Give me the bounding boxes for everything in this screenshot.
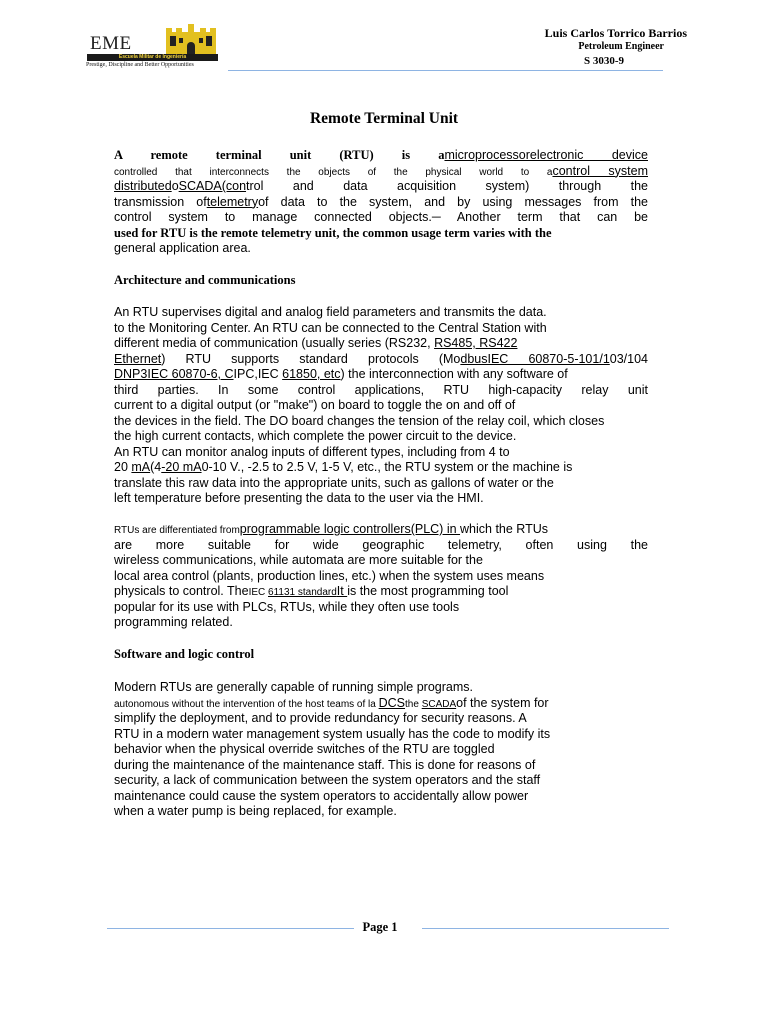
author-name: Luis Carlos Torrico Barrios xyxy=(544,26,687,40)
text-line: during the maintenance of the maintenance staff. This is done for reasons of xyxy=(114,757,536,772)
text-span: is the most programming tool xyxy=(347,584,509,598)
text-line: RTU in a modern water management system usually has the code to modify its xyxy=(114,726,551,741)
text-span: o xyxy=(171,179,179,193)
text-span: of data to the system, and by using messages from the xyxy=(258,194,648,209)
author-role: Petroleum Engineer xyxy=(578,41,664,52)
text-span: 20 xyxy=(114,460,132,474)
section-heading-architecture: Architecture and communications xyxy=(114,273,296,287)
text-span: physicals to control. The xyxy=(114,584,249,598)
link-control-system[interactable]: control system xyxy=(552,163,648,178)
text-line: wireless communications, while automata are more suitable for the xyxy=(114,553,483,567)
text-span: ─ Another term that can be xyxy=(431,210,649,224)
link-plc[interactable]: programmable logic controllers(PLC) in xyxy=(239,522,461,536)
page-number: Page 1 xyxy=(362,920,398,934)
text-span: of the system for xyxy=(456,695,549,710)
text-span: (4 xyxy=(150,460,162,474)
link-rs485[interactable]: RS485, RS422 xyxy=(434,336,518,350)
text-span: ) the interconnection with any software of xyxy=(340,367,568,381)
text-line: Modern RTUs are generally capable of running simple programs. xyxy=(114,680,473,694)
architecture-paragraph xyxy=(114,305,648,507)
link-ethernet[interactable]: Ethernet xyxy=(114,351,162,366)
text-span: controlled that interconnects the objects of the physical world to a xyxy=(114,166,553,178)
text-line: simplify the deployment, and to provide redundancy for security reasons. A xyxy=(114,711,527,725)
text-span: different media of communication (usually series (RS232, xyxy=(114,336,435,350)
text-span: transmission of xyxy=(114,194,207,209)
text-span: 0-10 V., -2.5 to 2.5 V, 1-5 V, etc., the RTU system or the machine is xyxy=(201,460,573,474)
text-line: popular for its use with PLCs, RTUs, while they often use tools xyxy=(114,599,460,614)
text-line: the devices in the field. The DO board changes the tension of the relay coil, which closes xyxy=(114,413,605,428)
software-paragraph xyxy=(114,680,648,820)
section-heading-software: Software and logic control xyxy=(114,647,255,661)
text-span: control system to manage connected objects. xyxy=(114,210,432,224)
text-span: the xyxy=(405,698,422,710)
text-line: security, a lack of communication between the system operators and the staff xyxy=(114,773,541,787)
logo-motto: Prestige, Discipline and Better Opportunities xyxy=(86,62,194,68)
link-ma[interactable]: mA xyxy=(131,460,151,474)
text-span: trol and data acquisition system) through the xyxy=(246,179,648,193)
text-line: the high current contacts, which complete the power circuit to the device. xyxy=(114,429,517,443)
text-span: ) RTU supports standard protocols (Mo xyxy=(161,351,461,366)
intro-lead: A remote terminal unit (RTU) is a xyxy=(114,148,445,162)
text-line: used for RTU is the remote telemetry unit, the common usage term varies with the xyxy=(114,225,552,240)
text-line: when a water pump is being replaced, for example. xyxy=(114,804,397,818)
text-span: autonomous without the intervention of the host teams of la xyxy=(114,698,379,710)
link-microprocessor[interactable]: microprocessorelectronic device xyxy=(444,148,648,162)
link-scada[interactable]: SCADA(con xyxy=(178,179,247,193)
header-divider xyxy=(228,70,663,71)
text-span: IEC xyxy=(248,587,269,598)
text-line: left temperature before presenting the data to the user via the HMI. xyxy=(114,491,484,505)
text-line: An RTU supervises digital and analog field parameters and transmits the data. xyxy=(114,305,547,319)
text-span: which the RTUs xyxy=(460,522,549,536)
link-iec61131[interactable]: 61131 standard xyxy=(268,587,337,598)
text-span: 03/104 xyxy=(609,351,648,366)
text-span: IPC,IEC xyxy=(233,367,283,381)
text-line: to the Monitoring Center. An RTU can be connected to the Central Station with xyxy=(114,320,547,335)
link-dcs[interactable]: DCS xyxy=(378,695,406,710)
text-span: RTUs are differentiated from xyxy=(114,525,240,536)
link-telemetry[interactable]: telemetry xyxy=(206,194,259,209)
link-distributed[interactable]: distributed xyxy=(114,179,172,193)
text-line: translate this raw data into the appropriate units, such as gallons of water or the xyxy=(114,475,554,490)
text-span: It xyxy=(336,584,348,598)
text-line: An RTU can monitor analog inputs of different types, including from 4 to xyxy=(114,444,510,459)
plc-comparison-paragraph xyxy=(114,522,648,631)
link-20ma[interactable]: -20 mA xyxy=(161,460,202,474)
text-line: programming related. xyxy=(114,615,233,629)
text-line: maintenance could cause the system operators to accidentally allow power xyxy=(114,788,529,803)
link-dnp3[interactable]: DNP3IEC 60870-6, C xyxy=(114,367,234,381)
link-iec61850[interactable]: 61850, etc xyxy=(282,367,341,381)
text-line: behavior when the physical override switches of the RTU are toggled xyxy=(114,742,495,756)
text-line: are more suitable for wide geographic telemetry, often using the xyxy=(114,537,648,552)
logo-banner: Escuela Militar de Ingeniería xyxy=(87,54,218,61)
castle-icon xyxy=(164,24,218,58)
link-scada-2[interactable]: SCADA xyxy=(421,698,457,710)
text-line: general application area. xyxy=(114,241,251,255)
logo-text: EME xyxy=(90,33,132,54)
document-title: Remote Terminal Unit xyxy=(309,110,459,127)
text-line: third parties. In some control applications, RTU high-capacity relay unit xyxy=(114,382,648,397)
link-modbus[interactable]: dbusIEC 60870-5-101/1 xyxy=(460,351,610,366)
text-line: current to a digital output (or "make") on board to toggle the on and off of xyxy=(114,398,516,412)
intro-paragraph xyxy=(114,148,648,257)
text-line: local area control (plants, production lines, etc.) when the system uses means xyxy=(114,568,545,583)
document-code: S 3030-9 xyxy=(583,55,624,67)
